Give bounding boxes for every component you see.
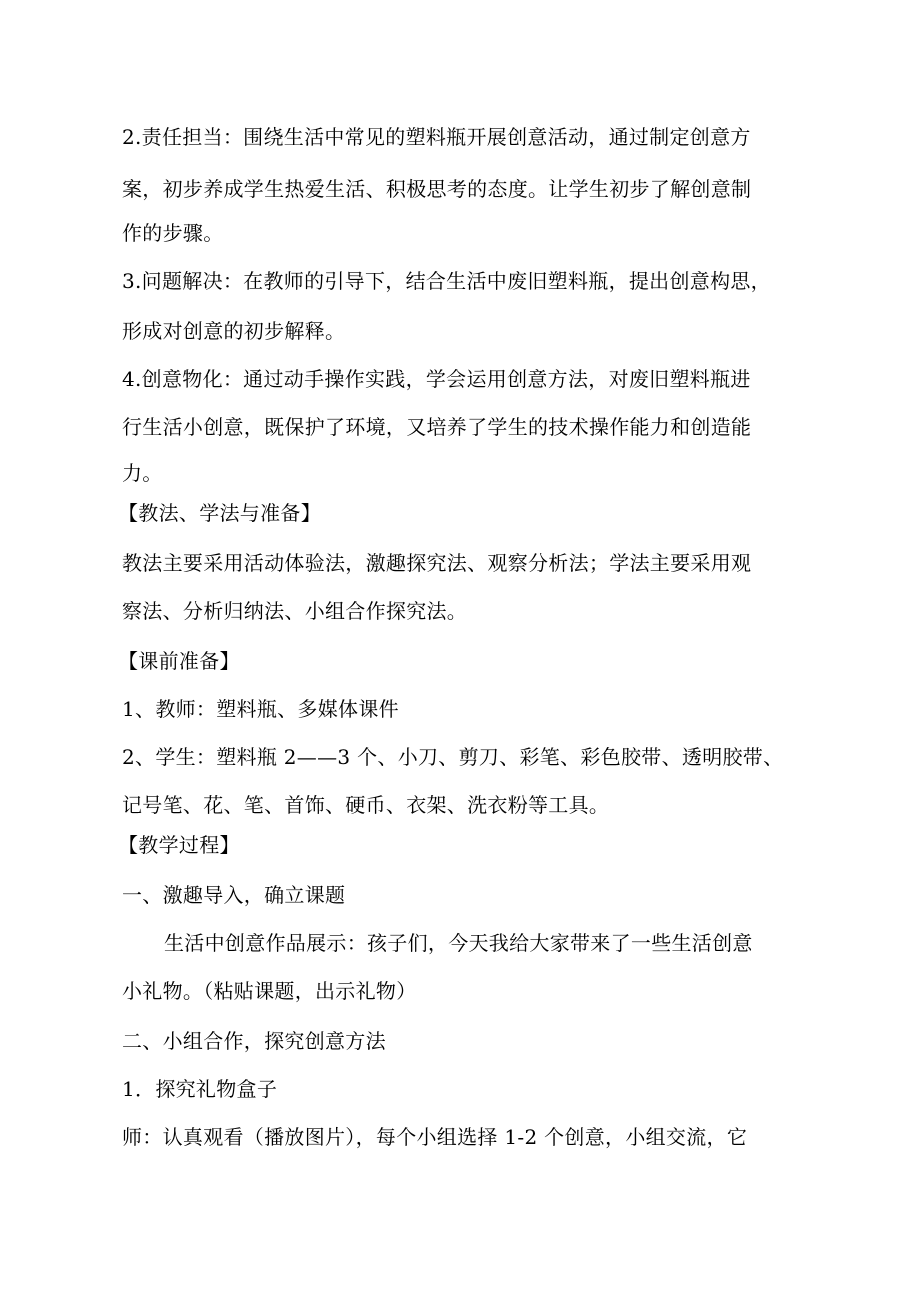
section-heading-methods: 【教法、学法与准备】 <box>118 501 321 525</box>
paragraph-intro-line-1: 生活中创意作品展示：孩子们，今天我给大家带来了一些生活创意 <box>164 931 753 955</box>
list-item-student-line-1: 2、学生：塑料瓶 2——3 个、小刀、剪刀、彩笔、彩色胶带、透明胶带、 <box>122 745 784 769</box>
list-item-student-line-2: 记号笔、花、笔、首饰、硬币、衣架、洗衣粉等工具。 <box>122 793 610 817</box>
paragraph-creative-line-2: 行生活小创意，既保护了环境，又培养了学生的技术操作能力和创造能 <box>122 415 752 439</box>
step-heading-intro: 一、激趣导入，确立课题 <box>122 883 346 907</box>
paragraph-responsibility-line-3: 作的步骤。 <box>122 221 224 245</box>
paragraph-problem-solving-line-1: 3.问题解决：在教师的引导下，结合生活中废旧塑料瓶，提出创意构思， <box>122 269 771 293</box>
paragraph-creative-line-3: 力。 <box>122 461 163 485</box>
paragraph-responsibility-line-2: 案，初步养成学生热爱生活、积极思考的态度。让学生初步了解创意制 <box>122 177 752 201</box>
paragraph-intro-line-2: 小礼物。（粘贴课题，出示礼物） <box>122 979 417 1003</box>
paragraph-responsibility-line-1: 2.责任担当：围绕生活中常见的塑料瓶开展创意活动，通过制定创意方 <box>122 125 751 149</box>
list-item-teacher: 1、教师：塑料瓶、多媒体课件 <box>122 697 399 721</box>
paragraph-methods-line-2: 察法、分析归纳法、小组合作探究法。 <box>122 599 468 623</box>
step-heading-group-work: 二、小组合作，探究创意方法 <box>122 1029 386 1053</box>
sub-step-gift-box: 1．探究礼物盒子 <box>122 1077 278 1101</box>
paragraph-creative-line-1: 4.创意物化：通过动手操作实践，学会运用创意方法，对废旧塑料瓶进 <box>122 367 751 391</box>
section-heading-preparation: 【课前准备】 <box>118 649 240 673</box>
section-heading-process: 【教学过程】 <box>118 833 240 857</box>
paragraph-problem-solving-line-2: 形成对创意的初步解释。 <box>122 319 346 343</box>
paragraph-teacher-instruction: 师：认真观看（播放图片），每个小组选择 1-2 个创意，小组交流，它 <box>122 1125 748 1149</box>
paragraph-methods-line-1: 教法主要采用活动体验法，激趣探究法、观察分析法；学法主要采用观 <box>122 551 752 575</box>
